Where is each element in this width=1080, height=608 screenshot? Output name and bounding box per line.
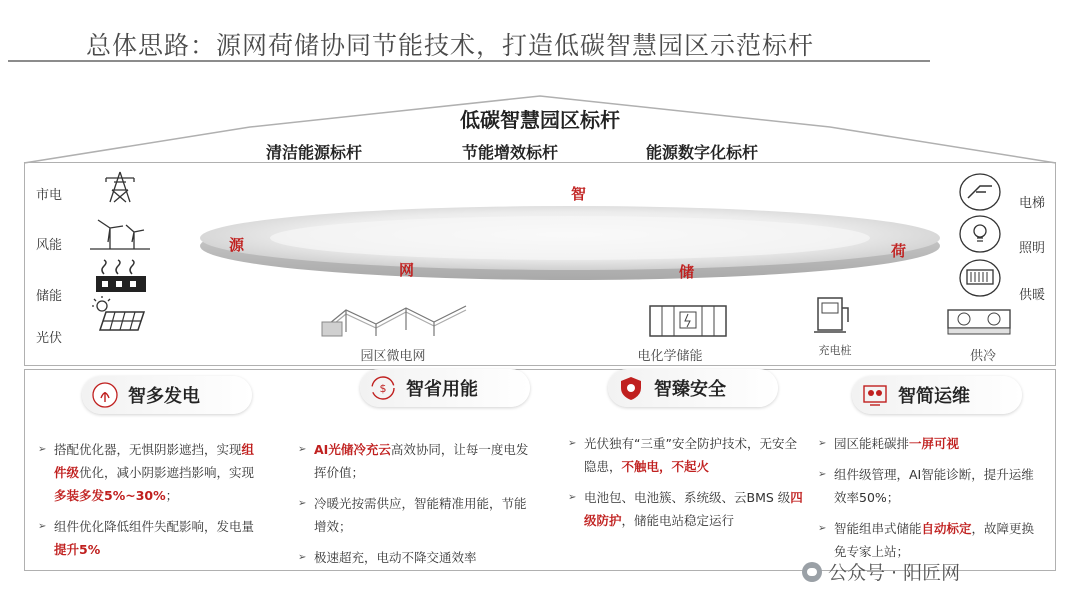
bullet-item [298, 492, 534, 538]
bullet-text: 高效协同，让每一度电发挥价值； [314, 442, 529, 480]
section-header-generation [82, 376, 252, 414]
pillar-digitalization: 能源数字化标杆 [646, 143, 759, 162]
bullet-item [818, 463, 1044, 509]
page-title: 总体思路：源网荷储协同节能技术，打造低碳智慧园区示范标杆 [86, 31, 815, 60]
lightbulb-icon [958, 214, 1002, 254]
disc-char-wang: 网 [399, 261, 415, 279]
bullet-text: 冷暖光按需供应，智能精准用能，节能增效； [314, 496, 527, 534]
section-body-generation [38, 438, 262, 569]
charging-pile-icon [812, 296, 852, 336]
section-body-maintenance [818, 432, 1044, 571]
label-heating: 供暖 [1019, 288, 1046, 303]
bullet-text: 组件级管理，AI智能诊断，提升运维效率50%； [834, 467, 1034, 505]
highlight-text: 四级防护 [584, 490, 803, 528]
bullet-text: 智能组串式储能 [834, 521, 922, 536]
svg-text:$: $ [379, 382, 387, 395]
disc-char-zhi: 智 [571, 185, 587, 203]
bullet-item [568, 432, 806, 478]
bullet-item [298, 438, 534, 484]
label-elevator: 电梯 [1019, 196, 1046, 211]
pillar-energy-saving: 节能增效标杆 [462, 143, 559, 162]
bullet-text: 园区能耗碳排 [834, 436, 910, 451]
bullet-text: 电池包、电池簇、系统级、云BMS 级 [584, 490, 791, 505]
roof-title: 低碳智慧园区标杆 [460, 108, 620, 132]
bullet-item [38, 515, 262, 561]
bullet-item [38, 438, 262, 507]
safety-icon [618, 375, 644, 401]
highlight-text: 不触电，不起火 [621, 459, 710, 474]
caption-charger: 充电桩 [818, 344, 852, 357]
section-header-maintenance [852, 376, 1022, 414]
bullet-item [568, 486, 806, 532]
watermark [802, 558, 960, 585]
microgrid-icon [320, 298, 470, 338]
pillar-clean-energy: 清洁能源标杆 [266, 143, 363, 162]
disc-char-he: 荷 [891, 242, 907, 260]
section-body-safety [568, 432, 806, 540]
energy-saving-icon [370, 375, 396, 401]
storage-container-icon [648, 300, 728, 340]
energy-disc [190, 180, 950, 290]
highlight-text: 提升5% [54, 542, 101, 557]
bullet-item [818, 517, 1044, 563]
bullet-text: 优化，减小阴影遮挡影响，实现 [79, 465, 255, 480]
wind-turbine-icon [90, 216, 150, 250]
bullet-item [298, 546, 534, 569]
bullet-text: ，储能电站稳定运行 [621, 513, 735, 528]
transmission-tower-icon [102, 170, 138, 204]
section-header-safety [608, 369, 778, 407]
highlight-text: 自动标定 [921, 521, 972, 536]
bullet-text: ，故障更换免专家上站； [834, 521, 1035, 559]
highlight-text: AI光储冷充云 [314, 442, 391, 457]
disc-char-chu: 储 [679, 263, 695, 281]
section-title: 智简运维 [898, 386, 970, 407]
label-lighting: 照明 [1019, 241, 1046, 256]
section-title: 智省用能 [406, 379, 478, 400]
solar-panel-icon [88, 296, 148, 336]
bullet-text: 极速超充，电动不降交通效率 [314, 550, 477, 565]
label-solar: 光伏 [36, 331, 63, 346]
label-storage: 储能 [36, 289, 63, 304]
label-wind: 风能 [36, 238, 63, 253]
bullet-text: 组件优化降低组件失配影响，发电量 [54, 519, 255, 534]
watermark-text: 公众号 · 阳匠网 [828, 562, 961, 584]
section-title: 智多发电 [128, 386, 200, 407]
battery-storage-icon [94, 262, 148, 294]
bullet-text: 搭配优化器，无惧阴影遮挡，实现 [54, 442, 242, 457]
power-generation-icon [92, 382, 118, 408]
highlight-text: 一屏可视 [909, 436, 960, 451]
section-title: 智臻安全 [654, 379, 726, 400]
section-body-energy-use [298, 438, 534, 577]
highlight-text: 组件级 [54, 442, 255, 480]
caption-cooling: 供冷 [969, 349, 996, 364]
label-grid: 市电 [36, 188, 63, 203]
caption-microgrid: 园区微电网 [360, 349, 426, 364]
section-header-energy-use [360, 369, 530, 407]
caption-storage: 电化学储能 [637, 349, 703, 364]
highlight-text: 多装多发5%~30% [54, 488, 166, 503]
bullet-text: ； [165, 488, 179, 503]
bullet-text: 光伏独有“三重”安全防护技术，无安全隐患， [584, 436, 797, 474]
disc-char-yuan: 源 [229, 236, 245, 254]
elevator-icon [958, 172, 1002, 212]
maintenance-icon [862, 382, 888, 408]
heater-icon [958, 258, 1002, 298]
chiller-icon [944, 304, 1014, 338]
wechat-icon [802, 562, 822, 582]
bullet-item [818, 432, 1044, 455]
